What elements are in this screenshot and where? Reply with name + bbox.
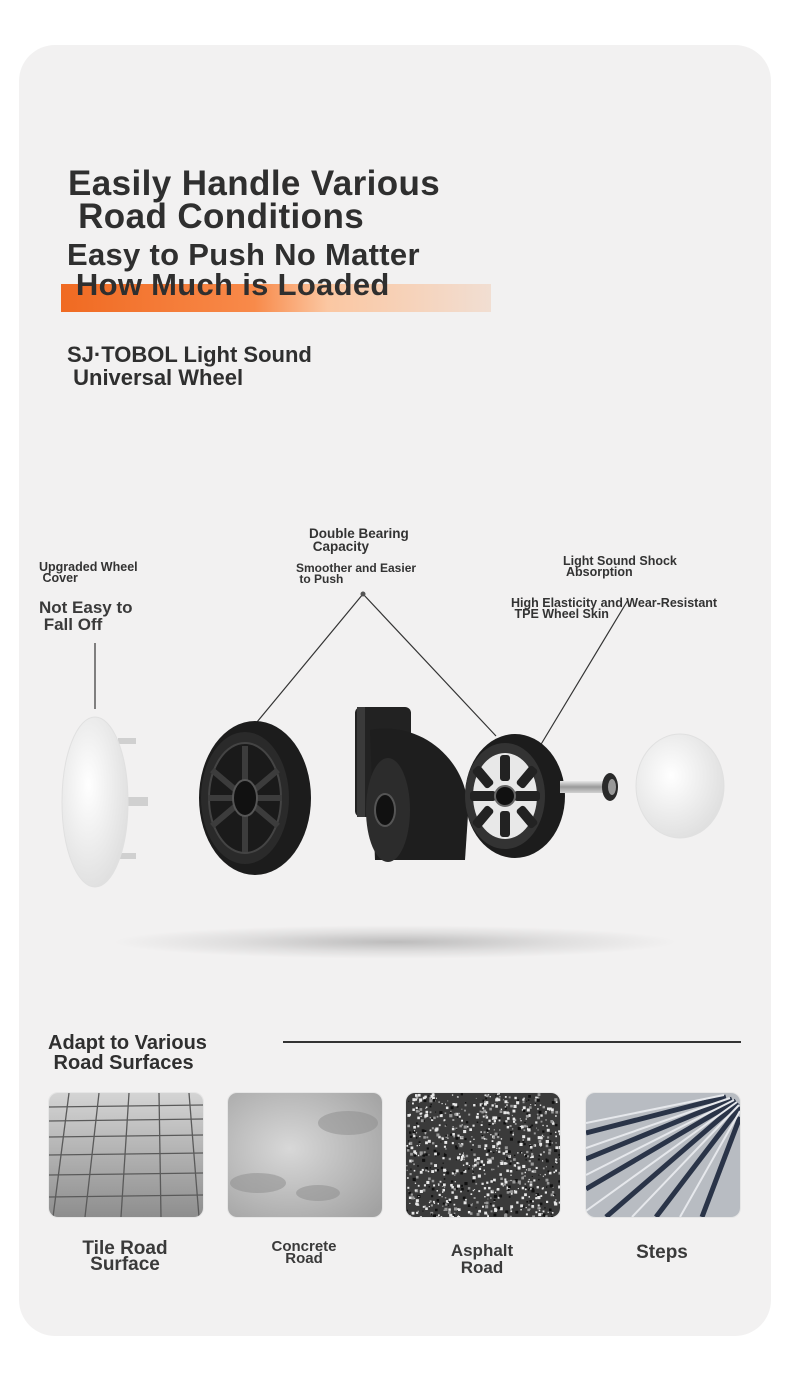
headline-secondary: Easy to Push No Matter How Much is Loaded: [67, 237, 420, 302]
wheel-front: [465, 734, 565, 858]
tile-road-image: [48, 1092, 204, 1218]
wheel-cover-label: Upgraded Wheel Cover: [39, 560, 138, 585]
steps-label: Steps: [636, 1242, 688, 1263]
surfaces-section-title: Adapt to Various Road Surfaces: [48, 1032, 207, 1074]
concrete-road-image: [227, 1092, 383, 1218]
asphalt-road-image: [405, 1092, 561, 1218]
asphalt-road-label: Asphalt Road: [450, 1241, 514, 1277]
swivel-bracket: [355, 707, 468, 862]
shock-absorption-label: Light Sound Shock Absorption: [563, 554, 677, 579]
concrete-road-label: Concrete Road: [271, 1238, 337, 1267]
bearing-benefit: Smoother and Easier to Push: [296, 561, 417, 586]
steps-image: [585, 1092, 741, 1218]
tile-road-label: Tile Road Surface: [82, 1238, 168, 1275]
wheel-cover-left: [62, 717, 148, 887]
ground-shadow: [110, 925, 680, 959]
wheel-rear: [199, 721, 311, 875]
bearing-label: Double Bearing Capacity: [309, 526, 409, 554]
headline-primary: Easily Handle Various Road Conditions: [68, 164, 441, 236]
axle-bolt: [560, 773, 618, 801]
product-name: SJ·TOBOL Light Sound Universal Wheel: [67, 342, 312, 390]
wheel-cover-benefit: Not Easy to Fall Off: [39, 598, 133, 634]
wheel-cover-right: [636, 734, 724, 838]
tpe-skin-label: High Elasticity and Wear-Resistant TPE Wheel Skin: [511, 596, 718, 621]
section-divider: [283, 1041, 741, 1043]
